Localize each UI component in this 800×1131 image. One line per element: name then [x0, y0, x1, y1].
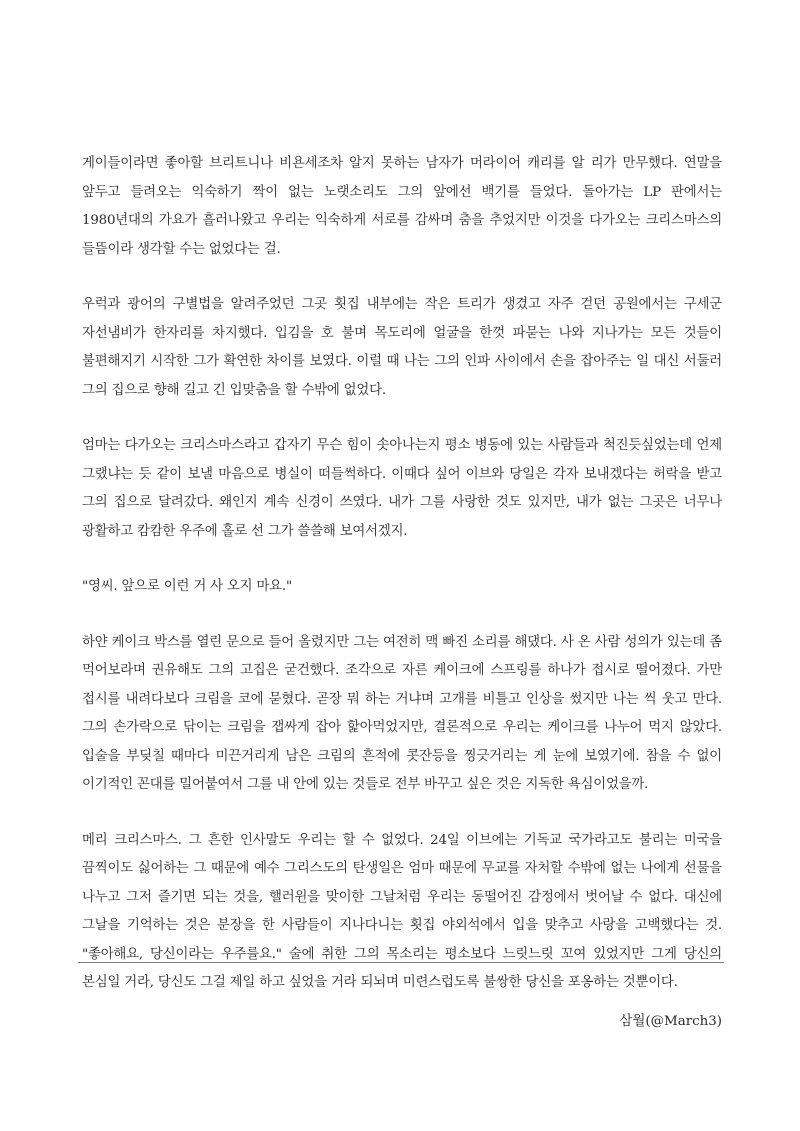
paragraph-gap: [82, 546, 722, 573]
paragraph-6: 메리 크리스마스. 그 흔한 인사말도 우리는 할 수 없었다. 24일 이브에는 기독교 국가라고도 불리는 미국을 끔찍이도 싫어하는 그 때문에 예수 그리스도의 탄생일은 엄마 때문에 무교를 자처할 수밖에 없는 나에게 선물을 나누고 그저 즐기면 되는 것을, 핼러윈을 맞이한 그날처럼 우리는 동떨어진 감정에서 벗어날 수 없다. 대신에 그날을 기억하는 것은 분장을 한 사람들이 지나다니는 횟집 야외석에서 입을 맞추고 사랑을 고백했다는 것. "좋아해요, 당신이라는 우주를요." 술에 취한 그의 목소리는 평소보다 느릿느릿 꼬여 있었지만 그게 당신의 본심일 거라, 당신도 그걸 제일 하고 싶었을 거라 되뇌며 미련스럽도록 불쌍한 당신을 포옹하는 것뿐이다.: [82, 832, 722, 990]
paragraph-gap: [82, 800, 722, 827]
paragraph-3: 엄마는 다가오는 크리스마스라고 갑자기 무슨 힘이 솟아나는지 평소 병동에 있는 사람들과 척진듯싶었는데 언제 그랬냐는 듯 같이 보낼 마음으로 병실이 떠들썩하다. 이때다 싶어 이브와 당일은 각자 보내겠다는 허락을 받고 그의 집으로 달려갔다. 왜인지 계속 신경이 쓰였다. 내가 그를 사랑한 것도 있지만, 내가 없는 그곳은 너무나 광활하고 캄캄한 우주에 홀로 선 그가 쓸쓸해 보여서겠지.: [82, 438, 722, 539]
paragraph-1: 게이들이라면 좋아할 브리트니나 비욘세조차 알지 못하는 남자가 머라이어 캐리를 알 리가 만무했다. 연말을 앞두고 들려오는 익숙하기 짝이 없는 노랫소리도 그의 앞에선 백기를 들었다. 돌아가는 LP 판에서는 1980년대의 가요가 흘러나왔고 우리는 익숙하게 서로를 감싸며 춤을 추었지만 이것을 다가오는 크리스마스의 들뜸이라 생각할 수는 없었다는 걸.: [82, 156, 722, 257]
paragraph-gap: [82, 264, 722, 291]
paragraph-4-dialogue: "영씨. 앞으로 이런 거 사 오지 마요.": [82, 579, 292, 594]
paragraph-5: 하얀 케이크 박스를 열린 문으로 들어 올렸지만 그는 여전히 맥 빠진 소리를 해댔다. 사 온 사람 성의가 있는데 좀 먹어보라며 권유해도 그의 고집은 굳건했다. 조각으로 자른 케이크에 스프링를 하나가 접시로 떨어졌다. 가만 접시를 내려다보다 크림을 코에 묻혔다. 곧장 뭐 하는 거냐며 고개를 비틀고 인상을 썼지만 나는 씩 웃고 만다. 그의 손가락으로 닦이는 크림을 잽싸게 잡아 핥아먹었지만, 결론적으로 우리는 케이크를 나누어 먹지 않았다. 입술을 부딪칠 때마다 미끈거리게 남은 크림의 흔적에 콧잔등을 찡긋거리는 게 눈에 보였기에. 참을 수 없이 이기적인 꼰대를 밀어붙여서 그를 내 안에 있는 것들로 전부 바꾸고 싶은 것은 지독한 욕심이었을까.: [82, 634, 722, 792]
author-credit: 삼월(@March3): [619, 1014, 722, 1029]
paragraph-gap: [82, 405, 722, 432]
paragraph-2: 우럭과 광어의 구별법을 알려주었던 그곳 횟집 내부에는 작은 트리가 생겼고 자주 걷던 공원에서는 구세군 자선냄비가 한자리를 차지했다. 입김을 호 불며 목도리에 얼굴을 한껏 파묻는 나와 지나가는 모든 것들이 불편해지기 시작한 그가 확연한 차이를 보였다. 이럴 때 나는 그의 인파 사이에서 손을 잡아주는 일 대신 서둘러 그의 집으로 향해 길고 긴 입맞춤을 할 수밖에 없었다.: [82, 297, 722, 398]
document-body: [82, 150, 722, 998]
paragraph-gap: [82, 602, 722, 629]
footer-divider: [78, 962, 724, 963]
